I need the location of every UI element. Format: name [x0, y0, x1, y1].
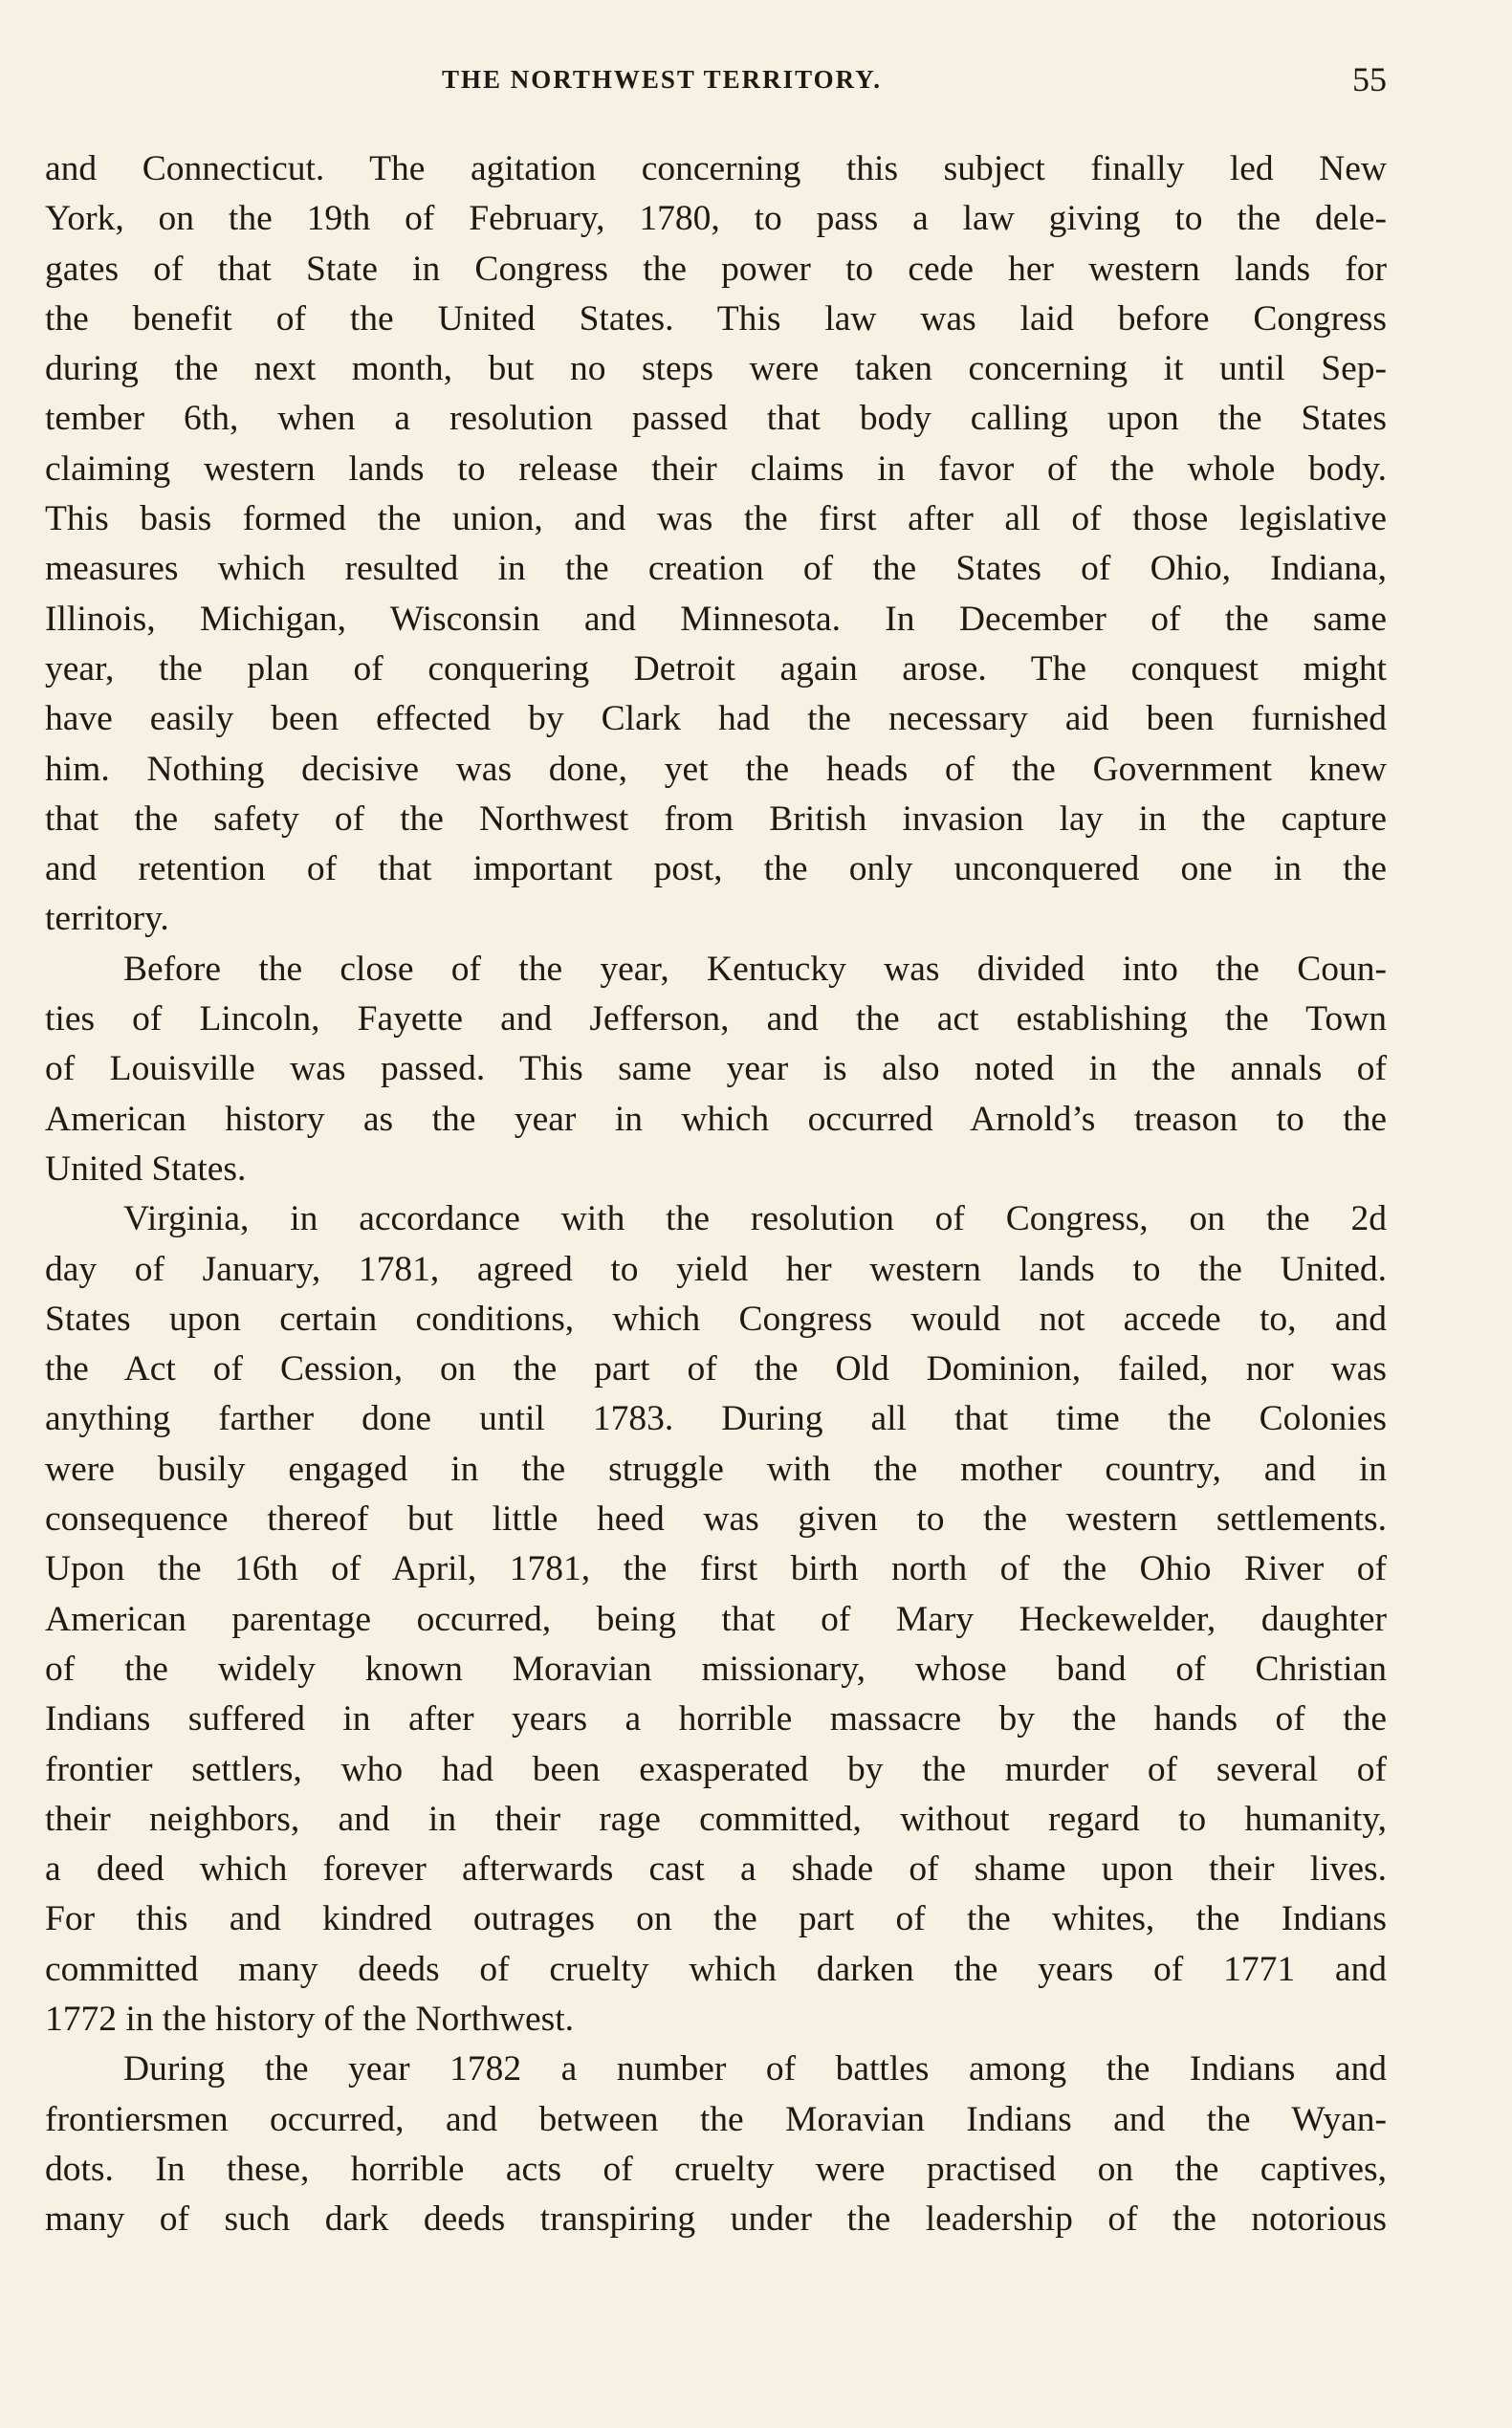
text-line: American history as the year in which occurred Arnold’s treason to the: [45, 1099, 1387, 1139]
running-title: THE NORTHWEST TERRITORY.: [442, 65, 883, 94]
text-line: tember 6th, when a resolution passed that body calling upon the States: [45, 399, 1387, 439]
text-line: the benefit of the United States. This law was laid before Congress: [45, 298, 1387, 339]
body-text: [45, 144, 1387, 2244]
text-line: ties of Lincoln, Fayette and Jefferson, and the act establishing the Town: [45, 999, 1387, 1039]
text-line: their neighbors, and in their rage committed, without regard to humanity,: [45, 1799, 1387, 1839]
page-number: 55: [1352, 60, 1387, 98]
text-line: gates of that State in Congress the power to cede her western lands for: [45, 249, 1387, 289]
text-line: and retention of that important post, the only unconquered one in the: [45, 849, 1387, 889]
text-line: This basis formed the union, and was the first after all of those legislative: [45, 499, 1387, 539]
text-line: of Louisville was passed. This same year is also noted in the annals of: [45, 1049, 1387, 1089]
text-line: committed many deeds of cruelty which darken the years of 1771 and: [45, 1949, 1387, 1989]
text-line: the Act of Cession, on the part of the Old Dominion, failed, nor was: [45, 1349, 1387, 1389]
text-line: territory.: [45, 899, 169, 939]
text-line: that the safety of the Northwest from British invasion lay in the capture: [45, 798, 1387, 839]
paragraph: [45, 144, 1387, 945]
text-line: Upon the 16th of April, 1781, the first birth north of the Ohio River of: [45, 1549, 1387, 1589]
text-line: Before the close of the year, Kentucky was divided into the Coun-: [123, 949, 1387, 989]
text-line: York, on the 19th of February, 1780, to pass a law giving to the dele-: [45, 199, 1387, 239]
text-line: of the widely known Moravian missionary, whose band of Christian: [45, 1649, 1387, 1689]
text-line: During the year 1782 a number of battles among the Indians and: [123, 2049, 1387, 2089]
text-line: a deed which forever afterwards cast a shade of shame upon their lives.: [45, 1849, 1387, 1890]
text-line: many of such dark deeds transpiring under the leadership of the notorious: [45, 2199, 1387, 2240]
text-line: consequence thereof but little heed was given to the western settlements.: [45, 1499, 1387, 1540]
text-line: American parentage occurred, being that of Mary Heckewelder, daughter: [45, 1599, 1387, 1639]
text-line: claiming western lands to release their claims in favor of the whole body.: [45, 448, 1387, 489]
text-line: Illinois, Michigan, Wisconsin and Minnesota. In December of the same: [45, 599, 1387, 639]
text-line: day of January, 1781, agreed to yield her western lands to the United.: [45, 1249, 1387, 1289]
text-line: frontiersmen occurred, and between the Moravian Indians and the Wyan-: [45, 2099, 1387, 2139]
paragraph: [45, 1194, 1387, 2045]
text-line: States upon certain conditions, which Congress would not accede to, and: [45, 1299, 1387, 1339]
text-line: frontier settlers, who had been exasperated by the murder of several of: [45, 1749, 1387, 1789]
paragraph: [45, 2045, 1387, 2244]
text-line: Indians suffered in after years a horrible massacre by the hands of the: [45, 1699, 1387, 1739]
text-line: United States.: [45, 1148, 247, 1189]
text-line: 1772 in the history of the Northwest.: [45, 1999, 575, 2039]
text-line: and Connecticut. The agitation concerning this subject finally led New: [45, 149, 1387, 188]
text-line: anything farther done until 1783. During all that time the Colonies: [45, 1399, 1387, 1439]
text-line: him. Nothing decisive was done, yet the heads of the Government knew: [45, 749, 1387, 789]
text-line: dots. In these, horrible acts of cruelty were practised on the captives,: [45, 2149, 1387, 2189]
paragraph: [45, 945, 1387, 1194]
text-line: were busily engaged in the struggle with the mother country, and in: [45, 1449, 1387, 1489]
text-line: year, the plan of conquering Detroit again arose. The conquest might: [45, 648, 1387, 689]
text-line: Virginia, in accordance with the resolution of Congress, on the 2d: [123, 1199, 1387, 1239]
text-line: during the next month, but no steps were taken concerning it until Sep-: [45, 349, 1387, 389]
running-head: [45, 59, 1387, 107]
text-line: have easily been effected by Clark had the necessary aid been furnished: [45, 699, 1387, 739]
text-line: measures which resulted in the creation of the States of Ohio, Indiana,: [45, 549, 1387, 589]
text-line: For this and kindred outrages on the part of the whites, the Indians: [45, 1899, 1387, 1939]
